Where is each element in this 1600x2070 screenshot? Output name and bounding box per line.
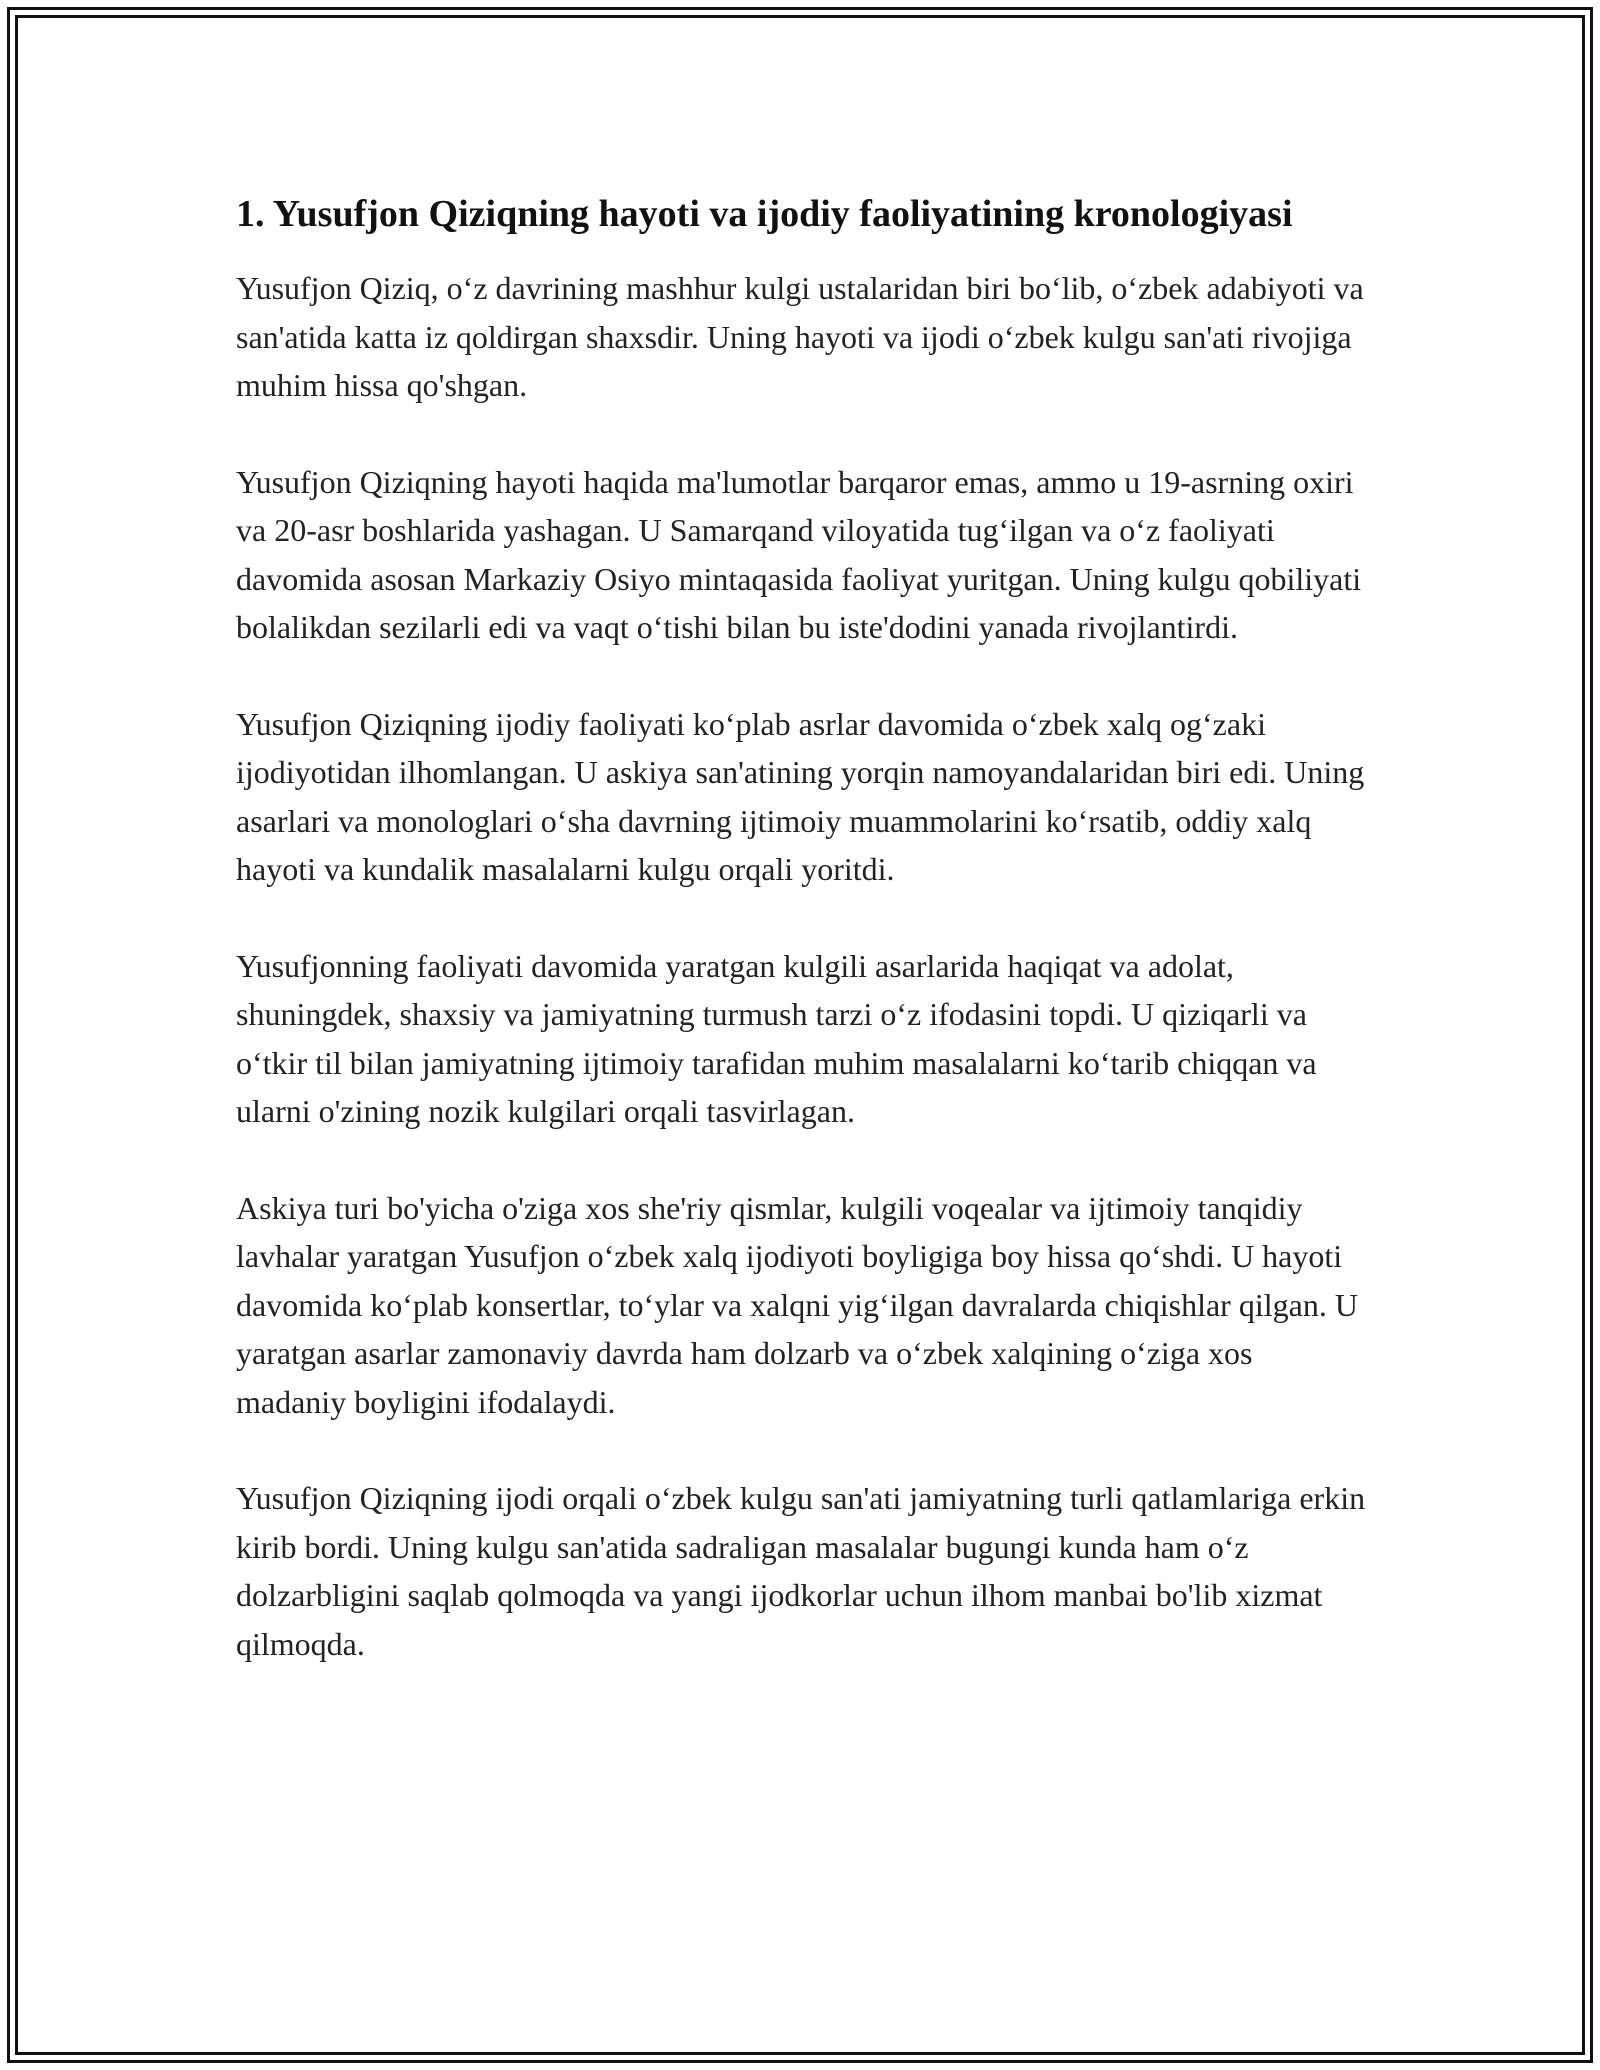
paragraph-5: Askiya turi bo'yicha o'ziga xos she'riy qismlar, kulgili voqealar va ijtimoiy tanqidiy lavhalar yaratgan Yusufjon o‘zbek xalq ijodiyoti boyligiga boy hissa qo‘shdi. U hayoti davomida ko‘plab konsertlar, to‘ylar va xalqni yig‘ilgan davralarda chiqishlar qilgan. U yaratgan asarlar zamonaviy davrda ham dolzarb va o‘zbek xalqining o‘ziga xos madaniy boyligini ifodalaydi.	[236, 1189, 1358, 1420]
paragraph-2: Yusufjon Qiziqning hayoti haqida ma'lumotlar barqaror emas, ammo u 19-asrning oxiri va 20-asr boshlarida yashagan. U Samarqand viloyatida tug‘ilgan va o‘z faoliyati davomida asosan Markaziy Osiyo mintaqasida faoliyat yuritgan. Uning kulgu qobiliyati bolalikdan sezilarli edi va vaqt o‘tishi bilan bu iste'dodini yanada rivojlantirdi.	[236, 463, 1362, 645]
paragraph-6: Yusufjon Qiziqning ijodi orqali o‘zbek kulgu san'ati jamiyatning turli qatlamlariga erkin kirib bordi. Uning kulgu san'atida sadraligan masalalar bugungi kunda ham o‘z dolzarbligini saqlab qolmoqda va yangi ijodkorlar uchun ilhom manbai bo'lib xizmat qilmoqda.	[236, 1480, 1366, 1662]
document-body	[236, 186, 1366, 1716]
paragraph-1: Yusufjon Qiziq, o‘z davrining mashhur kulgi ustalaridan biri bo‘lib, o‘zbek adabiyoti va san'atida katta iz qoldirgan shaxsdir. Uning hayoti va ijodi o‘zbek kulgu san'ati rivojiga muhim hissa qo'shgan.	[236, 270, 1364, 403]
section-heading: 1. Yusufjon Qiziqning hayoti va ijodiy faoliyatining kronologiyasi	[236, 193, 1293, 235]
paragraph-4: Yusufjonning faoliyati davomida yaratgan kulgili asarlarida haqiqat va adolat, shuningdek, shaxsiy va jamiyatning turmush tarzi o‘z ifodasini topdi. U qiziqarli va o‘tkir til bilan jamiyatning ijtimoiy tarafidan muhim masalalarni ko‘tarib chiqqan va ularni o'zining nozik kulgilari orqali tasvirlagan.	[236, 947, 1317, 1129]
paragraph-3: Yusufjon Qiziqning ijodiy faoliyati ko‘plab asrlar davomida o‘zbek xalq og‘zaki ijodiyotidan ilhomlangan. U askiya san'atining yorqin namoyandalaridan biri edi. Uning asarlari va monologlari o‘sha davrning ijtimoiy muammolarini ko‘rsatib, oddiy xalq hayoti va kundalik masalalarni kulgu orqali yoritdi.	[236, 705, 1365, 887]
